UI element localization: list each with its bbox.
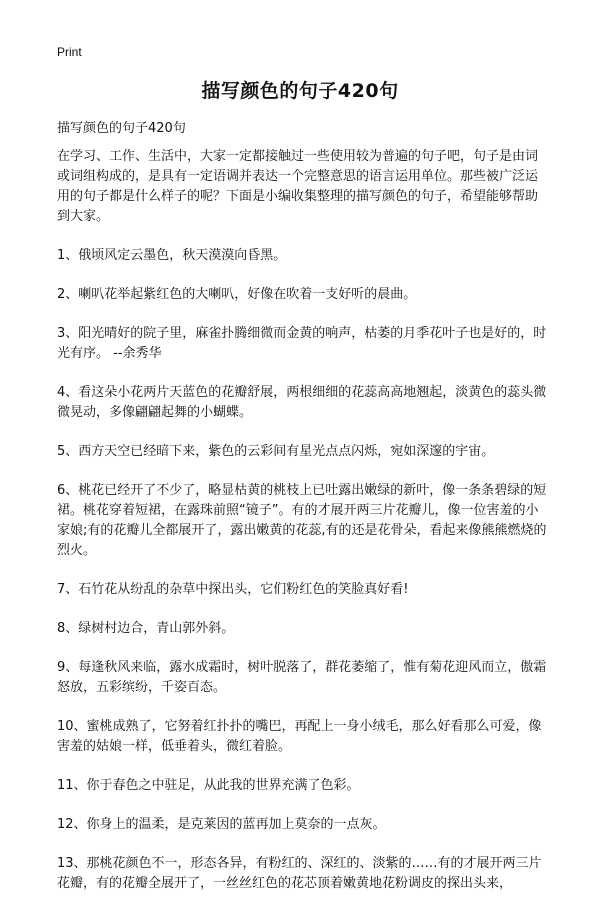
sentence-item-4: 4、看这朵小花两片天蓝色的花瓣舒展，两根细细的花蕊高高地翘起，淡黄色的蕊头微微晃动，多像翩翩起舞的小蝴蝶。 [57, 385, 547, 420]
sentence-item-13: 13、那桃花颜色不一，形态各异，有粉红的、深红的、淡紫的……有的才展开两三片花瓣，有的花瓣全展开了，一丝丝红色的花芯顶着嫩黄地花粉调皮的探出头来， [57, 856, 542, 891]
sentence-item-8: 8、绿树村边合，青山郭外斜。 [57, 621, 235, 636]
sentence-item-5: 5、西方天空已经暗下来，紫色的云彩间有星光点点闪烁，宛如深邃的宇宙。 [57, 444, 495, 459]
sentence-item-3: 3、阳光晴好的院子里，麻雀扑腾细微而金黄的响声，枯萎的月季花叶子也是好的，时光有序。 --余秀华 [57, 326, 547, 361]
sentence-item-1: 1、俄顷风定云墨色，秋天漠漠向昏黑。 [57, 248, 287, 263]
sentence-item-2: 2、喇叭花举起紫红色的大喇叭，好像在吹着一支好听的晨曲。 [57, 287, 417, 302]
print-link[interactable]: Print [57, 45, 82, 59]
sentence-item-7: 7、石竹花从纷乱的杂草中探出头，它们粉红色的笑脸真好看! [57, 582, 409, 597]
document-subtitle: 描写颜色的句子420句 [57, 121, 186, 136]
sentence-item-12: 12、你身上的温柔，是克莱因的蓝再加上莫奈的一点灰。 [57, 817, 386, 832]
sentence-item-11: 11、你于春色之中驻足，从此我的世界充满了色彩。 [57, 778, 360, 793]
sentence-item-9: 9、每逢秋风来临，露水成霜时，树叶脱落了，群花萎缩了，惟有菊花迎风而立，傲霜怒放，五彩缤纷，千姿百态。 [57, 660, 547, 695]
article-body [57, 147, 549, 913]
sentence-item-10: 10、蜜桃成熟了，它努着红扑扑的嘴巴，再配上一身小绒毛，那么好看那么可爱，像害羞的姑娘一样，低垂着头，微红着脸。 [57, 719, 542, 754]
intro-paragraph: 在学习、工作、生活中，大家一定都接触过一些使用较为普遍的句子吧，句子是由词或词组构成的，是具有一定语调并表达一个完整意思的语言运用单位。那些被广泛运用的句子都是什么样子的呢？下面是小编收集整理的描写颜色的句子，希望能够帮助到大家。 [57, 149, 539, 224]
page-title: 描写颜色的句子420句 [201, 80, 399, 102]
sentence-item-6: 6、桃花已经开了不少了，略显枯黄的桃枝上已吐露出嫩绿的新叶，像一条条碧绿的短裙。桃花穿着短裙，在露珠前照“镜子”。有的才展开两三片花瓣儿，像一位害羞的小家娘;有的花瓣儿全都展开了，露出嫩黄的花蕊,有的还是花骨朵，看起来像熊熊燃烧的烈火。 [57, 483, 547, 558]
